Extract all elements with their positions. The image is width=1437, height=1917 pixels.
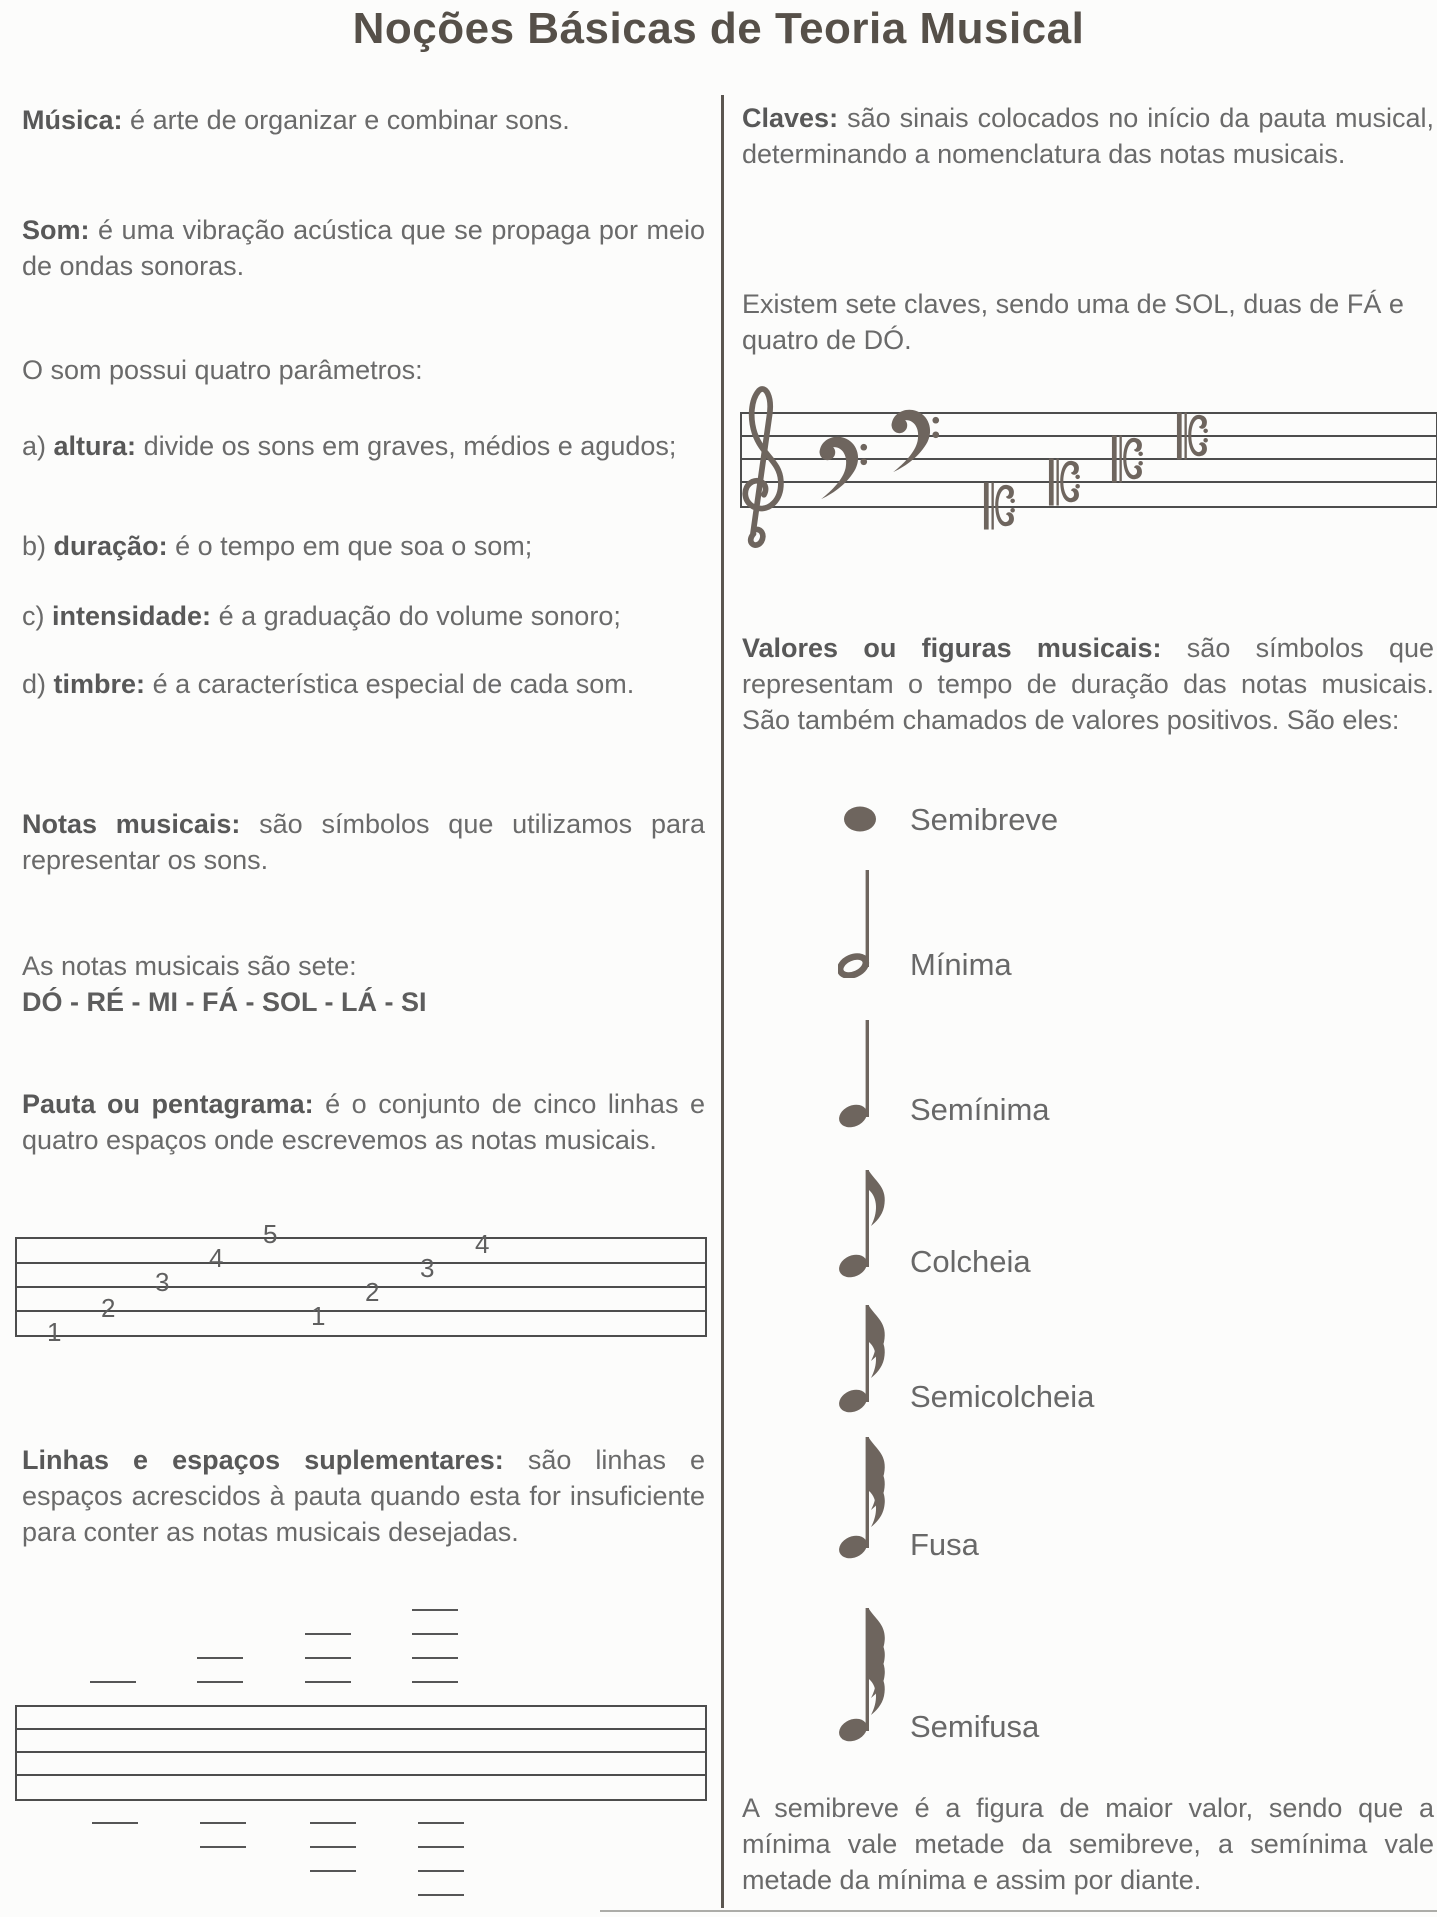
paragraph-existem-claves: Existem sete claves, sendo uma de SOL, duas de FÁ e quatro de DÓ.: [742, 289, 1404, 355]
figure-label-fusa: Fusa: [910, 1527, 979, 1562]
paragraph-sete-notas: [22, 948, 705, 1020]
figure-label-semifusa: Semifusa: [910, 1709, 1040, 1744]
text-musica: é arte de organizar e combinar sons.: [130, 105, 570, 135]
figure-label-semicolcheia: Semicolcheia: [910, 1379, 1095, 1414]
paragraph-claves: Claves: são sinais colocados no início da pauta musical, determinando a nomenclatura das notas musicais.: [742, 103, 1434, 169]
staff-line: [17, 1751, 705, 1753]
paragraph-conclusao: A semibreve é a figura de maior valor, sendo que a mínima vale metade da semibreve, a semínima vale metade da mínima e assim por diante.: [742, 1793, 1434, 1895]
paragraph-parametro-altura: a) altura: divide os sons em graves, médios e agudos;: [22, 431, 677, 461]
paragraph-parametro-duracao: b) duração: é o tempo em que soa o som;: [22, 531, 533, 561]
c-clef-icon: [1176, 411, 1208, 461]
eighth-note-icon: [838, 1166, 896, 1278]
space-number-4: 4: [475, 1229, 490, 1259]
ledger-line: [90, 1681, 136, 1683]
ledger-line: [305, 1681, 351, 1683]
bass-clef-icon: [888, 405, 942, 477]
ledger-line: [310, 1870, 356, 1872]
pentagram-plain-diagram: [15, 1705, 707, 1801]
treble-clef-icon: [734, 372, 786, 550]
quarter-note-icon: [838, 1016, 878, 1128]
figure-label-minima: Mínima: [910, 947, 1012, 982]
ledger-line: [197, 1681, 243, 1683]
ledger-line: [310, 1822, 356, 1824]
sete-intro: As notas musicais são sete:: [22, 951, 357, 981]
term-notas-musicais: Notas musicais:: [22, 809, 241, 839]
ledger-line: [418, 1894, 464, 1896]
ledger-line: [418, 1846, 464, 1848]
term-musica: Música:: [22, 105, 123, 135]
term-duracao: duração:: [53, 531, 168, 561]
line-number-3: 3: [155, 1267, 170, 1297]
figure-label-semibreve: Semibreve: [910, 802, 1059, 837]
term-timbre: timbre:: [53, 669, 146, 699]
paragraph-pauta: Pauta ou pentagrama: é o conjunto de cinco linhas e quatro espaços onde escrevemos as notas musicais.: [22, 1089, 705, 1155]
ledger-line: [200, 1822, 246, 1824]
paragraph-suplementares: Linhas e espaços suplementares: são linhas e espaços acrescidos à pauta quando esta for insuficiente para conter as notas musicais desejadas.: [22, 1445, 705, 1547]
whole-note-icon: [843, 805, 877, 833]
c-clef-icon: [1048, 457, 1080, 507]
ledger-line: [412, 1681, 458, 1683]
staff-line: [17, 1262, 705, 1264]
pentagram-numbered-diagram: [15, 1219, 707, 1347]
ledger-line: [92, 1822, 138, 1824]
staff-line: [17, 1728, 705, 1730]
ledger-line: [305, 1633, 351, 1635]
page-title: Noções Básicas de Teoria Musical: [352, 4, 1085, 53]
sixty-fourth-note-icon: [838, 1604, 896, 1742]
term-suplementares: Linhas e espaços suplementares:: [22, 1445, 504, 1475]
space-number-3: 3: [420, 1253, 435, 1283]
figure-label-colcheia: Colcheia: [910, 1244, 1031, 1279]
term-pauta: Pauta ou pentagrama:: [22, 1089, 314, 1119]
paragraph-parametro-intensidade: c) intensidade: é a graduação do volume sonoro;: [22, 601, 621, 631]
term-claves: Claves:: [742, 103, 839, 133]
term-valores: Valores ou figuras musicais:: [742, 633, 1162, 663]
half-note-icon: [838, 866, 878, 978]
paragraph-valores: Valores ou figuras musicais: são símbolos que representam o tempo de duração das notas musicais. São também chamados de valores positivos. São eles:: [742, 633, 1434, 735]
sixteenth-note-icon: [838, 1301, 896, 1413]
ledger-line: [200, 1846, 246, 1848]
ledger-line: [412, 1657, 458, 1659]
line-number-5: 5: [263, 1219, 278, 1249]
ledger-line: [412, 1609, 458, 1611]
ledger-line: [412, 1633, 458, 1635]
ledger-line: [197, 1657, 243, 1659]
column-divider: [721, 95, 724, 1908]
ledger-line: [310, 1846, 356, 1848]
line-number-4: 4: [209, 1243, 224, 1273]
c-clef-icon: [1111, 434, 1143, 484]
paragraph-musica: [22, 102, 705, 138]
line-number-2: 2: [101, 1293, 116, 1323]
bottom-rule: [600, 1910, 1437, 1912]
ledger-line: [418, 1870, 464, 1872]
paragraph-notas-musicais: Notas musicais: são símbolos que utilizamos para representar os sons.: [22, 809, 705, 875]
figure-label-seminima: Semínima: [910, 1092, 1050, 1127]
term-intensidade: intensidade:: [52, 601, 212, 631]
space-number-1: 1: [311, 1301, 326, 1331]
staff-line: [17, 1286, 705, 1288]
paragraph-parametro-timbre: d) timbre: é a característica especial de cada som.: [22, 669, 635, 699]
staff-line: [17, 1774, 705, 1776]
c-clef-icon: [983, 481, 1015, 531]
paragraph-parametros-intro: O som possui quatro parâmetros:: [22, 355, 423, 385]
ledger-line: [305, 1657, 351, 1659]
term-som: Som:: [22, 215, 90, 245]
term-altura: altura:: [53, 431, 137, 461]
text-som: é uma vibração acústica que se propaga por meio de ondas sonoras.: [22, 215, 705, 281]
ledger-line: [418, 1822, 464, 1824]
paragraph-som: [22, 212, 705, 284]
staff-line: [17, 1310, 705, 1312]
line-number-1: 1: [47, 1317, 62, 1347]
thirty-second-note-icon: [838, 1433, 896, 1559]
note-names: DÓ - RÉ - MI - FÁ - SOL - LÁ - SI: [22, 987, 427, 1017]
space-number-2: 2: [365, 1277, 380, 1307]
bass-clef-icon: [816, 432, 870, 504]
